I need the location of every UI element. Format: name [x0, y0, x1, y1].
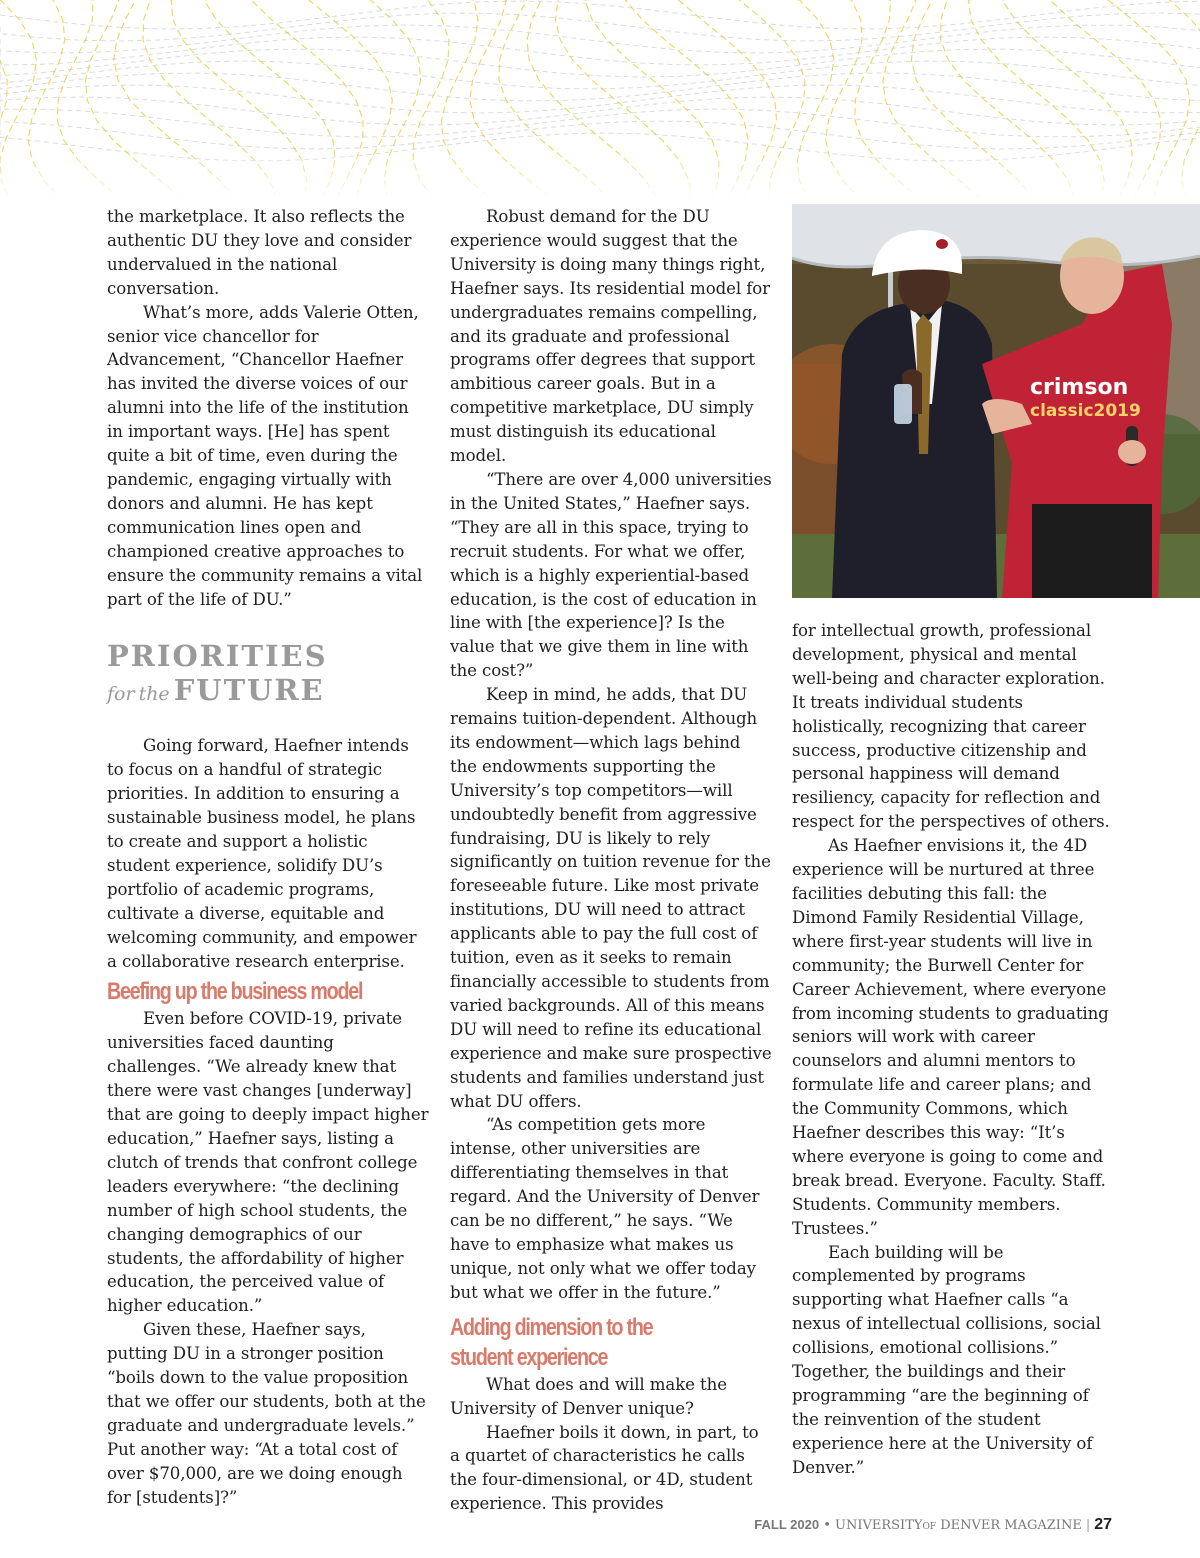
subheading-line1: Adding dimension to the	[450, 1313, 653, 1341]
heading-the: the	[138, 683, 170, 706]
decorative-wave-pattern	[0, 0, 1200, 200]
paragraph: the marketplace. It also reflects the authentic DU they love and consider undervalued in the national conversation.	[107, 207, 412, 298]
shirt-text-line2: classic2019	[1030, 401, 1141, 421]
footer-magazine-of: OF	[922, 1522, 937, 1532]
paragraph: Given these, Haefner says, putting DU in a stronger position “boils down to the value proposition that we offer our students, both at the graduate and undergraduate levels.” Put another way: “At a total cost of over $70,000, are we doing enough for [students]?”	[107, 1320, 426, 1507]
column-2	[450, 205, 772, 1516]
photo-illustration	[792, 204, 1200, 598]
subheading-line2: student experience	[450, 1343, 608, 1371]
paragraph: Each building will be complemented by programs supporting what Haefner calls “a nexus of intellectual collisions, social collisions, emotional collisions.” Together, the buildings and their programming “are the beginning of the reinvention of the student experience here at the University of Denver.”	[792, 1242, 1101, 1477]
section-heading	[107, 639, 429, 712]
shirt-text-line1: crimson	[1030, 375, 1129, 400]
paragraph: “There are over 4,000 universities in the United States,” Haefner says. “They are all in this space, trying to recruit students. For what we offer, which is a highly experiential-based education, is the cost of education in line with [the experience]? Is the value that we give them in line with the cost?”	[450, 469, 772, 681]
paragraph: Even before COVID-19, private universities faced daunting challenges. “We already knew that there were vast changes [underway] that are going to deeply impact higher education,” Haefner says, listing a clutch of trends that confront college leaders everywhere: “the declining number of high school students, the changing demographics of our students, the affordability of higher education, the perceived value of higher education.”	[107, 1009, 429, 1316]
subheading	[450, 1313, 772, 1373]
footer-season: FALL 2020	[754, 1517, 820, 1532]
paragraph: As Haefner envisions it, the 4D experience will be nurtured at three facilities debuting this fall: the Dimond Family Residential Village, where first-year students will live in community; the Burwell Center for Career Achievement, where everyone from incoming students to graduating seniors will work with career counselors and alumni mentors to formulate life and career plans; and the Community Commons, which Haefner describes this way: “It’s where everyone is going to come and break bread. Everyone. Faculty. Staff. Students. Community members. Trustees.”	[792, 836, 1109, 1238]
paragraph: Going forward, Haefner intends to focus on a handful of strategic priorities. In addition to ensuring a sustainable business model, he plans to create and support a holistic student experience, solidify DU’s portfolio of academic programs, cultivate a diverse, equitable and welcoming community, and empower a collaborative research enterprise.	[107, 736, 417, 971]
paragraph: Robust demand for the DU experience would suggest that the University is doing many things right, Haefner says. Its residential model for undergraduates remains compelling, and its graduate and professional programs offer degrees that support ambitious career goals. But in a competitive marketplace, DU simply must distinguish its educational model.	[450, 207, 770, 466]
paragraph: What’s more, adds Valerie Otten, senior vice chancellor for Advancement, “Chancellor Haefner has invited the diverse voices of our alumni into the life of the institution in important ways. [He] has spent quite a bit of time, even during the pandemic, engaging virtually with donors and alumni. He has kept communication lines open and championed creative approaches to ensure the community remains a vital part of the life of DU.”	[107, 302, 423, 609]
footer-magazine-part2: DENVER MAGAZINE	[940, 1518, 1082, 1533]
paragraph: “As competition gets more intense, other universities are differentiating themselves in that regard. And the University of Denver can be no different,” he says. “We have to emphasize what makes us unique, not only what we offer today but what we offer in the future.”	[450, 1115, 760, 1302]
column-1	[107, 205, 429, 1510]
page-footer: FALL 2020 • UNIVERSITYOF DENVER MAGAZINE | 27	[754, 1516, 1112, 1533]
footer-bullet: •	[823, 1518, 831, 1533]
heading-for: for	[107, 683, 135, 706]
paragraph: Haefner boils it down, in part, to a quartet of characteristics he calls the four-dimensional, or 4D, student experience. This provides	[450, 1422, 759, 1514]
heading-priorities: PRIORITIES	[107, 639, 328, 674]
subheading: Beefing up the business model	[107, 978, 363, 1006]
footer-magazine-part1: UNIVERSITY	[835, 1518, 923, 1533]
heading-future: FUTURE	[173, 673, 325, 708]
paragraph: What does and will make the University of Denver unique?	[450, 1374, 727, 1418]
event-photo	[792, 204, 1200, 598]
paragraph: for intellectual growth, professional development, physical and mental well-being and character exploration. It treats individual students holistically, recognizing that career success, productive citizenship and personal happiness will demand resiliency, capacity for reflection and respect for the perspectives of others.	[792, 621, 1110, 832]
paragraph: Keep in mind, he adds, that DU remains tuition-dependent. Although its endowment—which lags behind the endowments supporting the University’s top competitors—will undoubtedly benefit from aggressive fundraising, DU is likely to rely significantly on tuition revenue for the foreseeable future. Like most private institutions, DU will need to attract applicants able to pay the full cost of tuition, even as it seeks to remain financially accessible to students from varied backgrounds. All of this means DU will need to refine its educational experience and make sure prospective students and families understand just what DU offers.	[450, 685, 772, 1111]
column-3	[792, 619, 1114, 1480]
page-number: 27	[1094, 1516, 1112, 1533]
